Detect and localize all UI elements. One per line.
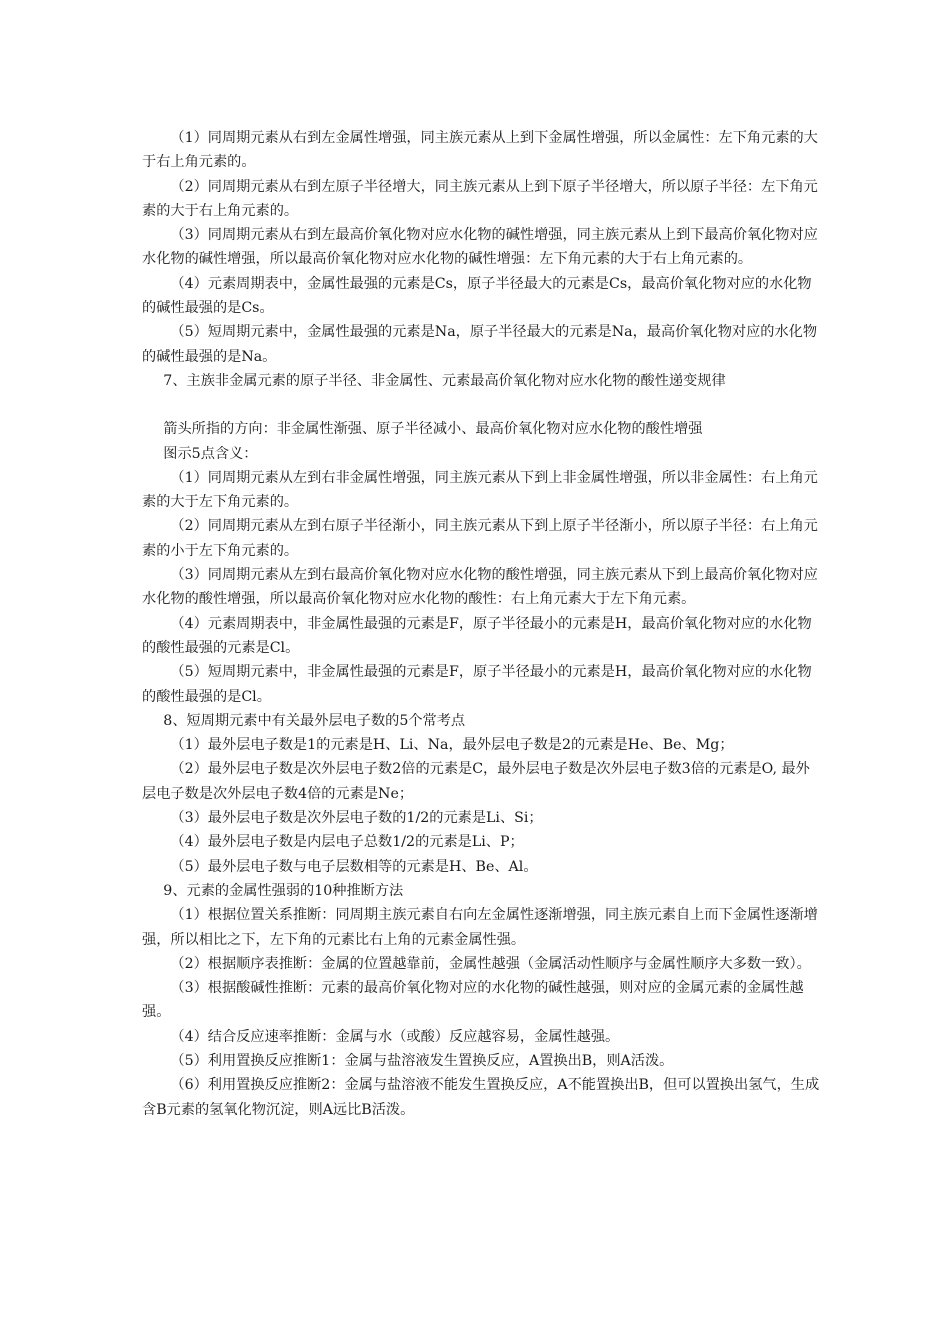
s8-item-5: （5）最外层电子数与电子层数相等的元素是H、Be、Al。 [170, 858, 538, 875]
s7-legend: 图示5点含义： [163, 445, 258, 462]
s9-item-2: （2）根据顺序表推断：金属的位置越靠前，金属性越强（金属活动性顺序与金属性顺序大多数一致）。 [170, 955, 811, 972]
s7-item-4: （4）元素周期表中，非金属性最强的元素是F，原子半径最小的元素是H，最高价氧化物对应的水化物的酸性最强的元素是Cl。 [142, 615, 812, 656]
s7-item-1: （1）同周期元素从左到右非金属性增强，同主族元素从下到上非金属性增强，所以非金属性：右上角元素的大于左下角元素的。 [142, 469, 818, 511]
s8-item-3: （3）最外层电子数是次外层电子数的1/2的元素是Li、Si； [170, 810, 543, 827]
s7-heading: 7、主族非金属元素的原子半径、非金属性、元素最高价氧化物对应水化物的酸性递变规律 [163, 372, 726, 389]
s6-item-1: （1）同周期元素从右到左金属性增强，同主族元素从上到下金属性增强，所以金属性：左下角元素的大于右上角元素的。 [142, 130, 818, 171]
document-page [142, 126, 822, 1122]
s8-item-2: （2）最外层电子数是次外层电子数2倍的元素是C，最外层电子数是次外层电子数3倍的元素是O, 最外层电子数是次外层电子数4倍的元素是Ne； [142, 761, 810, 802]
s7-item-3: （3）同周期元素从左到右最高价氧化物对应水化物的酸性增强，同主族元素从下到上最高价氧化物对应水化物的酸性增强，所以最高价氧化物对应水化物的酸性：右上角元素大于左下角元素。 [142, 567, 818, 608]
s6-item-4: （4）元素周期表中，金属性最强的元素是Cs，原子半径最大的元素是Cs，最高价氧化物对应的水化物的碱性最强的是Cs。 [142, 275, 812, 317]
s6-item-3: （3）同周期元素从右到左最高价氧化物对应水化物的碱性增强，同主族元素从上到下最高价氧化物对应水化物的碱性增强，所以最高价氧化物对应水化物的碱性增强：左下角元素的大于右上角元素的。 [142, 227, 818, 268]
s7-item-5: （5）短周期元素中，非金属性最强的元素是F，原子半径最小的元素是H，最高价氧化物对应的水化物的酸性最强的是Cl。 [142, 664, 812, 705]
figure-gap [142, 393, 822, 417]
s9-item-1: （1）根据位置关系推断：同周期主族元素自右向左金属性逐渐增强，同主族元素自上而下金属性逐渐增强，所以相比之下，左下角的元素比右上角的元素金属性强。 [142, 907, 818, 948]
s8-item-4: （4）最外层电子数是内层电子总数1/2的元素是Li、P； [170, 834, 524, 851]
s9-item-6: （6）利用置换反应推断2：金属与盐溶液不能发生置换反应，A不能置换出B，但可以置换出氢气，生成含B元素的氢氧化物沉淀，则A远比B活泼。 [142, 1077, 820, 1118]
s7-item-2: （2）同周期元素从左到右原子半径渐小，同主族元素从下到上原子半径渐小，所以原子半径：右上角元素的小于左下角元素的。 [142, 518, 818, 559]
s7-arrow-note: 箭头所指的方向：非金属性渐强、原子半径减小、最高价氧化物对应水化物的酸性增强 [163, 421, 703, 438]
s9-item-4: （4）结合反应速率推断：金属与水（或酸）反应越容易，金属性越强。 [170, 1028, 620, 1045]
s6-item-2: （2）同周期元素从右到左原子半径增大，同主族元素从上到下原子半径增大，所以原子半径：左下角元素的大于右上角元素的。 [142, 178, 818, 219]
s8-heading: 8、短周期元素中有关最外层电子数的5个常考点 [163, 712, 466, 729]
s6-item-5: （5）短周期元素中，金属性最强的元素是Na，原子半径最大的元素是Na，最高价氧化物对应的水化物的碱性最强的是Na。 [142, 324, 818, 365]
s8-item-1: （1）最外层电子数是1的元素是H、Li、Na，最外层电子数是2的元素是He、Be、Mg； [170, 737, 734, 754]
s9-item-3: （3）根据酸碱性推断：元素的最高价氧化物对应的水化物的碱性越强，则对应的金属元素的金属性越强。 [142, 980, 804, 1021]
s9-item-5: （5）利用置换反应推断1：金属与盐溶液发生置换反应，A置换出B，则A活泼。 [170, 1052, 674, 1069]
s9-heading: 9、元素的金属性强弱的10种推断方法 [163, 882, 404, 899]
